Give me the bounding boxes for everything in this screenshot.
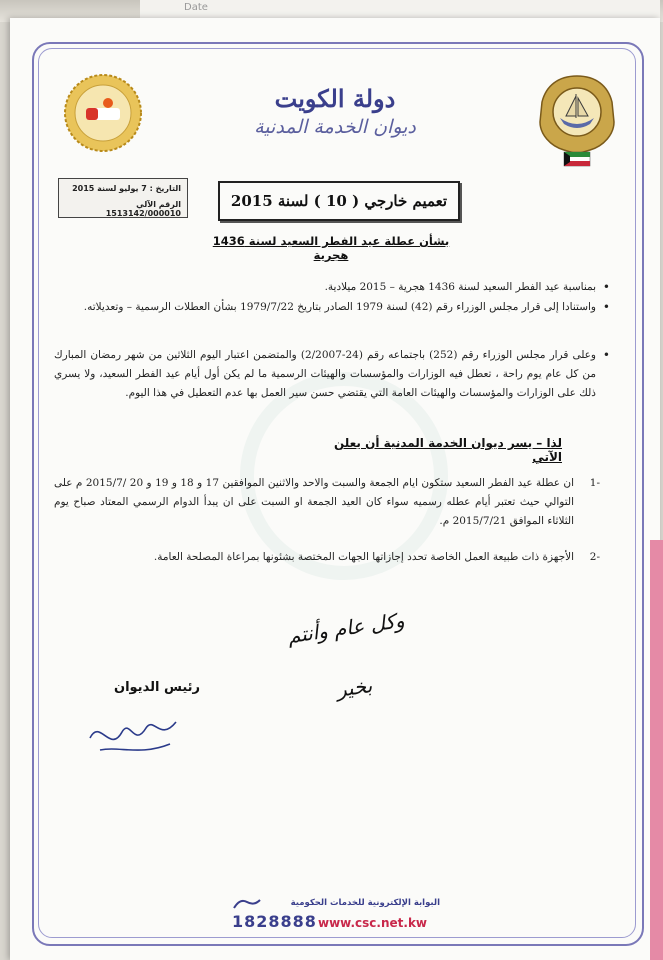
bureau-name: ديوان الخدمة المدنية: [254, 116, 416, 138]
kuwait-emblem-icon: [536, 72, 618, 168]
pink-folder-edge: [650, 540, 663, 960]
reference-number: الرقم الآلي 1513142/000010: [105, 200, 181, 218]
item-number: -2: [589, 551, 600, 563]
underlying-paper: Date: [140, 0, 660, 19]
preamble-item: • واستنادا إلى قرار مجلس الوزراء رقم (42) لسنة 1979 الصادر بتاريخ 1979/7/22 بشأن العطلات الرسمية – وتعديلاته.: [54, 298, 596, 317]
signatory-title: رئيس الديوان: [113, 680, 200, 695]
numbered-item: [54, 474, 600, 531]
preamble-item: • بمناسبة عيد الفطر السعيد لسنة 1436 هجرية – 2015 ميلادية.: [54, 278, 596, 297]
item-text: ان عطلة عيد الفطر السعيد ستكون ايام الجمعة والسبت والاحد والاثنين الموافقين 17 و 18 و 19 و 20 /2015/7 م على التوالي حيث تعتبر أيام عطله رسميه سواء كان العيد الجمعة او السبت على ان يبدأ الدوام الرسمي المعتاد صباح يوم الثلاثاء الموافق 2015/7/21 م.: [54, 477, 575, 527]
signature-icon: [80, 698, 190, 764]
issue-date: التاريخ : 7 يوليو لسنة 2015: [72, 184, 181, 193]
reference-box: [58, 178, 188, 218]
numbered-item: [54, 548, 600, 567]
state-name: دولة الكويت: [274, 84, 396, 113]
footer-url: www.csc.net.kw: [318, 916, 428, 930]
civil-service-logo-icon: [62, 72, 144, 154]
footer-phone: 1828888: [232, 912, 317, 931]
item-text: الأجهزة ذات طبيعة العمل الخاصة تحدد إجازاتها الجهات المختصة بشئونها بمراعاة المصلحة العامة.: [153, 551, 574, 563]
subject-line: بشأن عطلة عيد الفطر السعيد لسنة 1436 هجرية: [212, 234, 450, 262]
footer-portal-name: البوابة الإلكترونية للخدمات الحكومية: [290, 898, 440, 908]
closing-greeting: وكل عام وأنتم بخير: [286, 607, 406, 702]
announcement-heading: لذا – يسر ديوان الخدمة المدنية أن يعلن الآتي: [333, 436, 562, 464]
circular-title: تعميم خارجي ( 10 ) لسنة 2015: [218, 181, 460, 221]
preamble-item: • وعلى قرار مجلس الوزراء رقم (252) باجتماعه رقم (24-2/2007) والمتضمن اعتبار اليوم الثلاثين من شهر رمضان المبارك من كل عام يوم راحة ، تعطل فيه الوزارات والمؤسسات والهيئات الرسمية ما لم يكن أول أيام عيد الفطر السعيد، ولا يسري ذلك على الوزارات والمؤسسات والهيئات العامة التي يقتضي حسن سير العمل بها عدم التعطيل في هذا اليوم.: [54, 346, 596, 403]
item-number: -1: [589, 477, 600, 489]
